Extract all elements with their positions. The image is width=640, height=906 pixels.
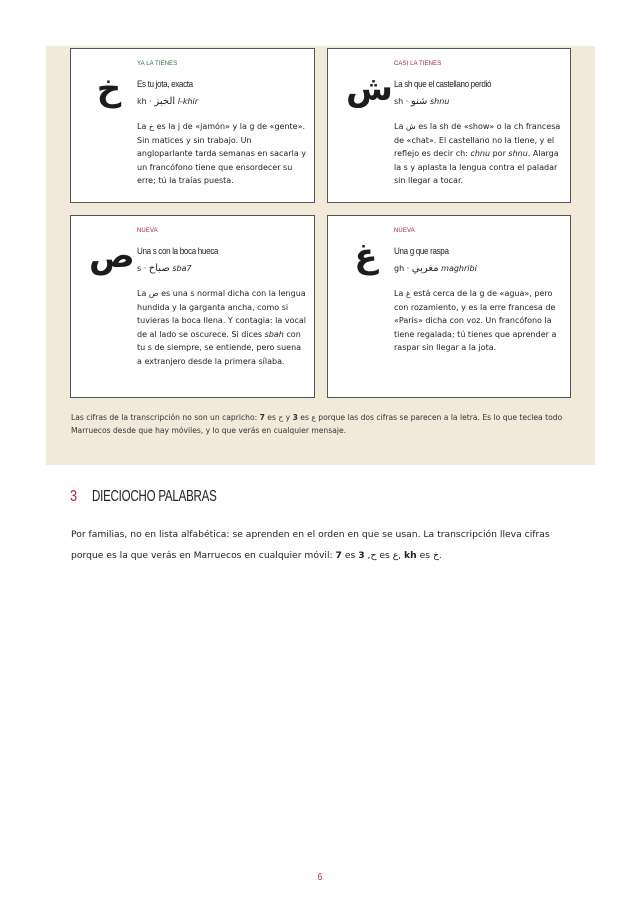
translit-latin: sba7 <box>172 264 192 273</box>
transliteration <box>394 96 449 107</box>
text-segment: , <box>398 550 405 561</box>
text-segment: chnu <box>470 149 491 159</box>
translit-latin: maghribi <box>441 264 477 273</box>
page-number: 6 <box>317 872 323 883</box>
card-body <box>137 287 307 369</box>
text-segment: 3 <box>292 413 298 422</box>
text-segment: porque las dos cifras se parecen a la letra. Es lo que teclea todo Marruecos desde que hay móviles, y lo que verás en cualquier mensaje. <box>71 413 563 435</box>
translit-latin: shnu <box>429 97 450 106</box>
difficulty-tag: NUEVA <box>394 228 415 234</box>
text-segment: ص <box>148 289 159 298</box>
text-segment: , <box>364 550 371 561</box>
text-segment: ع <box>311 413 316 422</box>
text-segment: es <box>341 550 359 561</box>
text-segment: es <box>297 413 312 422</box>
text-segment: sbah <box>264 329 284 339</box>
letter-card-kha <box>70 48 315 203</box>
text-segment: ح <box>370 550 377 561</box>
text-segment: es <box>376 550 393 561</box>
letter-card-ghain <box>327 215 571 398</box>
translit-prefix: sh · <box>394 97 411 106</box>
translit-arabic: الخبز <box>154 96 176 107</box>
text-segment: ع <box>392 550 399 561</box>
text-segment: 7 <box>335 550 342 561</box>
difficulty-tag: YA LA TIENES <box>137 61 178 67</box>
translit-arabic: صباح <box>148 263 170 274</box>
text-segment: está cerca de la g de «agua», pero con rozamiento, y es la erre francesa de «Paris» dicha con voz. Un francófono la tiene regalada; tú tienes que aprender a raspar sin llegar a la jota. <box>394 289 557 353</box>
card-body <box>394 287 564 355</box>
letter-glyph: ص <box>89 236 135 276</box>
text-segment: La <box>394 122 406 131</box>
text-segment: . <box>438 550 442 561</box>
text-segment: ش <box>405 122 416 131</box>
section-number: 3 <box>70 488 78 505</box>
section-intro <box>71 524 581 566</box>
text-segment: kh <box>404 550 417 561</box>
text-segment: ح <box>278 413 284 422</box>
text-segment: es la sh de «show» o la ch francesa de «chat». El castellano no la tiene, y el reflejo es decir ch: <box>394 122 561 159</box>
text-segment: es <box>416 550 433 561</box>
translit-arabic: شنو <box>410 96 428 107</box>
text-segment: por <box>490 149 509 159</box>
text-segment: La <box>137 289 149 298</box>
translit-prefix: s · <box>137 264 149 273</box>
translit-prefix: kh · <box>137 97 155 106</box>
text-segment: Por familias, no en lista alfabética: se aprenden en el orden en que se usan. La transcripción lleva cifras porque es la que verás en Marruecos en cualquier móvil: <box>71 529 550 561</box>
translit-arabic: مغربي <box>411 263 439 274</box>
card-title: Es tu jota, exacta <box>137 79 193 90</box>
transliteration <box>137 263 192 274</box>
text-segment: La <box>137 122 149 131</box>
difficulty-tag: CASI LA TIENES <box>394 61 442 67</box>
transliteration <box>137 96 198 107</box>
text-segment: es una s normal dicha con la lengua hundida y la garganta ancha, como si tuvieras la boca llena. Y contagia: la vocal de al lado se oscurece. Si dices <box>137 289 306 339</box>
card-body <box>137 120 307 188</box>
text-segment: . Alarga la s y aplasta la lengua contra el paladar sin llegar a tocar. <box>394 149 559 186</box>
card-body <box>394 120 564 188</box>
text-segment: es <box>264 413 279 422</box>
letter-glyph: ش <box>346 69 393 109</box>
translit-prefix: gh · <box>394 264 412 273</box>
letter-glyph: خ <box>96 69 122 109</box>
card-title: La sh que el castellano perdió <box>394 79 492 90</box>
difficulty-tag: NUEVA <box>137 228 158 234</box>
letter-card-sad <box>70 215 315 398</box>
text-segment: 7 <box>259 413 265 422</box>
section-title: DIECIOCHO PALABRAS <box>92 488 217 505</box>
text-segment: 3 <box>358 550 365 561</box>
text-segment: Las cifras de la transcripción no son un capricho: <box>71 413 260 422</box>
text-segment: خ <box>148 122 155 131</box>
digits-note <box>71 412 571 437</box>
letter-card-shin <box>327 48 571 203</box>
text-segment: es la j de «jamón» y la g de «gente». Sin matices y sin trabajo. Un angloparlante tarda semanas en sacarla y un francófono tiene que ensordecer su erre; tú la traías puesta. <box>137 122 307 186</box>
text-segment: غ <box>405 289 411 298</box>
text-segment: shnu <box>508 149 528 159</box>
text-segment: خ <box>432 550 439 561</box>
text-segment: La <box>394 289 406 298</box>
translit-latin: l-khir <box>177 97 199 106</box>
text-segment: y <box>283 413 293 422</box>
card-title: Una g que raspa <box>394 246 449 257</box>
text-segment: con tu s de siempre, se entiende, pero suena a extranjero desde la primera sílaba. <box>137 329 302 366</box>
card-title: Una s con la boca hueca <box>137 246 219 257</box>
transliteration <box>394 263 477 274</box>
letter-glyph: غ <box>354 236 378 276</box>
